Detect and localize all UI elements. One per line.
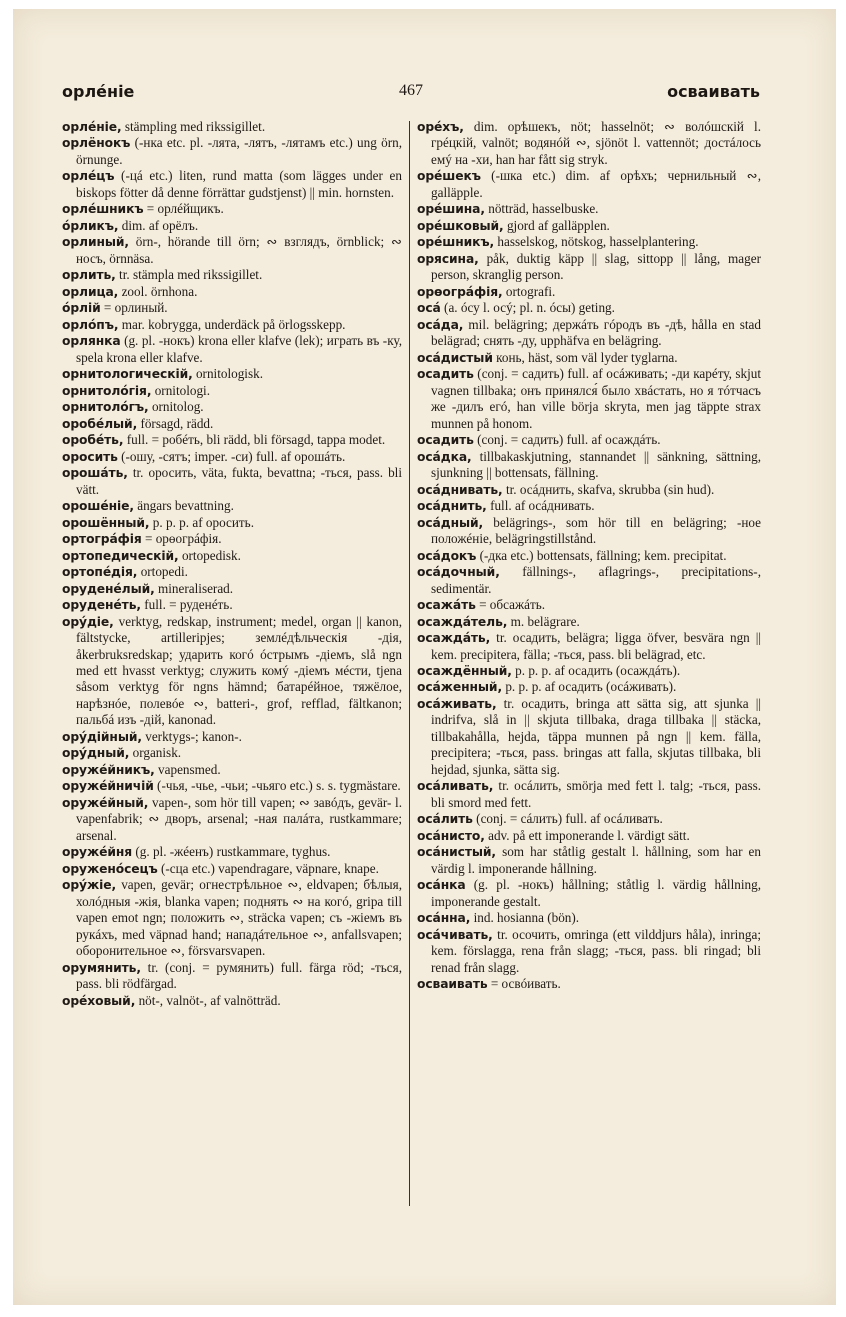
- entry-headword: оружéйничій: [62, 779, 154, 794]
- dictionary-entry: [62, 498, 402, 514]
- dictionary-entry: [62, 531, 402, 547]
- dictionary-entry: [417, 432, 761, 448]
- entry-definition: vapen, gevär; огнестрѣльное ∾, eldvapen; бѣлыя, холóдныя -жія, blanka vapen; поднять ∾ на когó, gripa till vapen emot ngn; положить ∾, sträcka vapen; съ -жіемъ въ рукáхъ, med väpnad hand; нападáтельное ∾, anfallsvapen; оборонительное ∾, försvarsvapen.: [76, 877, 402, 959]
- entry-headword: осаждáтель,: [417, 614, 508, 629]
- entry-headword: осадить: [417, 433, 474, 448]
- dictionary-entry: [417, 515, 761, 548]
- dictionary-entry: [62, 416, 402, 432]
- entry-definition: tr. осáднить, skafva, skrubba (sin hud).: [505, 481, 715, 497]
- dictionary-entry: [417, 119, 761, 168]
- entry-headword: орлóпъ,: [62, 317, 119, 332]
- dictionary-entry: [417, 597, 761, 613]
- dictionary-entry: [417, 284, 761, 300]
- dictionary-entry: [62, 333, 402, 366]
- entry-definition: tr. осáлить, smörja med fett l. talg; -ться, pass. bli smord med fett.: [431, 778, 761, 810]
- dictionary-entry: [62, 614, 402, 729]
- entry-definition: p. p. p. af оросить.: [152, 514, 254, 530]
- entry-headword: осá: [417, 301, 441, 316]
- entry-definition: p. p. p. af осадить (осаждáть).: [515, 662, 681, 678]
- entry-headword: орýдный,: [62, 746, 130, 761]
- entry-headword: осáда,: [417, 317, 464, 332]
- dictionary-entry: [62, 861, 402, 877]
- dictionary-entry: [62, 745, 402, 761]
- entry-headword: орлéніе,: [62, 120, 122, 134]
- dictionary-entry: [417, 811, 761, 827]
- entry-definition: = обсажáть.: [479, 597, 546, 613]
- dictionary-entry: [62, 877, 402, 959]
- dictionary-entry: [417, 218, 761, 234]
- entry-definition: = освóивать.: [490, 976, 561, 992]
- entry-headword: осáнистый,: [417, 845, 496, 860]
- entry-definition: vapen-, som hör till vapen; ∾ завóдъ, gevär- l. vapenfabrik; ∾ дворъ, arsenal; -ная палáта, rustkammare; arsenal.: [76, 794, 403, 843]
- entry-headword: орéховый,: [62, 993, 136, 1008]
- entry-definition: full. = робéть, bli rädd, bli försagd, tappa modet.: [126, 432, 386, 448]
- entry-definition: hasselskog, nötskog, hasselplantering.: [497, 234, 699, 250]
- entry-headword: орлéшникъ: [62, 202, 144, 217]
- entry-headword: оружéйникъ,: [62, 762, 155, 777]
- entry-definition: ortopedisk.: [181, 547, 241, 563]
- dictionary-entry: [417, 877, 761, 910]
- entry-definition: (-сца etc.) vapendragare, väpnare, knape.: [160, 860, 379, 876]
- entry-headword: орлянка: [62, 334, 121, 349]
- dictionary-entry: [417, 498, 761, 514]
- dictionary-entry: [417, 844, 761, 877]
- entry-headword: оруженóсецъ: [62, 861, 158, 876]
- entry-definition: örn-, hörande till örn; ∾ взглядъ, örnblick; ∾ носъ, örnnäsa.: [76, 234, 403, 266]
- entry-headword: орумянить,: [62, 960, 141, 975]
- dictionary-entry: [62, 432, 402, 448]
- dictionary-entry: [62, 844, 402, 860]
- entry-headword: осáднивать,: [417, 482, 503, 497]
- dictionary-entry: [62, 168, 402, 201]
- dictionary-entry: [417, 828, 761, 844]
- entry-definition: ortopedi.: [140, 564, 188, 580]
- entry-headword: орéшникъ,: [417, 235, 495, 250]
- entry-headword: орясина,: [417, 251, 479, 266]
- entry-definition: ornitologi.: [154, 382, 211, 398]
- entry-definition: nöt-, valnöt-, af valnötträd.: [138, 992, 281, 1008]
- dictionary-entry: [417, 564, 761, 597]
- entry-headword: орлить,: [62, 268, 116, 283]
- entry-headword: оружéйный,: [62, 795, 149, 810]
- entry-headword: осáднить,: [417, 499, 487, 514]
- dictionary-entry: [62, 960, 402, 993]
- entry-definition: adv. på ett imponerande l. värdigt sätt.: [488, 827, 690, 843]
- dictionary-entry: [62, 564, 402, 580]
- entry-definition: tillbakaskjutning, stannandet || sänkning, sättning, sjunkning || bottensats, fällning.: [431, 448, 761, 481]
- entry-definition: = орлиный.: [103, 300, 168, 316]
- dictionary-entry: [62, 201, 402, 217]
- entry-headword: орéшина,: [417, 202, 485, 217]
- page-header: [62, 82, 760, 108]
- entry-headword: ортопедическій,: [62, 548, 179, 563]
- entry-definition: dim. орѣшекъ, nöt; hasselnöt; ∾ волóшскій l. грéцкій, valnöt; водянóй ∾, sjönöt l. vattennöt; достáлось емý на -хи, han har fått sig stryk.: [431, 119, 761, 167]
- entry-headword: осваивать: [417, 977, 488, 992]
- dictionary-entry: [62, 300, 402, 316]
- entry-headword: осáдочный,: [417, 565, 500, 580]
- entry-headword: ортопéдія,: [62, 565, 138, 580]
- dictionary-entry: [417, 251, 761, 284]
- entry-headword: осáдка,: [417, 449, 472, 464]
- dictionary-entry: [417, 201, 761, 217]
- entry-definition: m. belägrare.: [510, 613, 580, 629]
- dictionary-entry: [417, 778, 761, 811]
- entry-definition: fällnings-, aflagrings-, precipitations-, sedimentär.: [431, 564, 761, 596]
- dictionary-entry: [62, 317, 402, 333]
- entry-definition: = орөогрáфія.: [144, 531, 222, 547]
- entry-headword: осáнка: [417, 878, 466, 893]
- entry-definition: p. p. p. af осадить (осáживать).: [505, 679, 677, 695]
- entry-headword: орошéніе,: [62, 499, 134, 514]
- entry-headword: орошённый,: [62, 515, 150, 530]
- dictionary-entry: [62, 267, 402, 283]
- entry-headword: оруденéлый,: [62, 581, 155, 596]
- dictionary-entry: [62, 465, 402, 498]
- entry-headword: óрликъ,: [62, 218, 119, 233]
- entry-headword: орнитолóгія,: [62, 383, 152, 398]
- dictionary-entry: [417, 300, 761, 316]
- dictionary-entry: [417, 910, 761, 926]
- entry-definition: gjord af galläpplen.: [506, 217, 610, 233]
- entry-headword: оробéть,: [62, 433, 124, 448]
- entry-headword: осáнна,: [417, 911, 471, 926]
- entry-definition: nötträd, hasselbuske.: [488, 201, 599, 217]
- entry-headword: орéшекъ: [417, 169, 481, 184]
- dictionary-entry: [62, 119, 402, 135]
- entry-definition: (a. óсу l. осý; pl. n. óсы) geting.: [444, 300, 615, 316]
- entry-definition: (conj. = садить) full. af осаждáть.: [477, 432, 661, 448]
- entry-definition: (-цá etc.) liten, rund matta (som lägges under en biskops fötter då denne förrättar gudstjenst) || min. hornsten.: [76, 168, 402, 200]
- entry-definition: verktyg, redskap, instrument; medel, organ || kanon, fältstycke, artilleripjes; землéдѣльческія -дія, åkerbruksredskap; ударить когó óстрымъ -діемъ, slå ngn med ett hvasst verktyg; служить комý -діемъ мéсти, tjena såsom verktyg för ngns hämnd; батарéйное, тяжёлое, нарѣзнóе, полевóе ∾, batteri-, grof, refflad, fältkanon; пальбá изъ -дій, kanonad.: [76, 613, 403, 728]
- dictionary-entry: [62, 383, 402, 399]
- dictionary-entry: [62, 778, 402, 794]
- dictionary-entry: [62, 597, 402, 613]
- entry-headword: орлица,: [62, 284, 119, 299]
- entry-headword: óрлій: [62, 301, 101, 316]
- dictionary-entry: [417, 630, 761, 663]
- entry-headword: орýдійный,: [62, 729, 142, 744]
- entry-definition: verktygs-; kanon-.: [145, 728, 242, 744]
- dictionary-entry: [62, 762, 402, 778]
- entry-headword: орнитологическій,: [62, 367, 193, 382]
- page-number: 467: [399, 82, 423, 99]
- entry-definition: (-нка etc. pl. -лята, -лятъ, -лятамъ etc.) ung örn, örnunge.: [76, 135, 402, 167]
- dictionary-entry: [417, 614, 761, 630]
- entry-definition: full. af осáднивать.: [490, 498, 595, 514]
- dictionary-entry: [417, 482, 761, 498]
- entry-headword: орýдіе,: [62, 614, 114, 629]
- entry-definition: belägrings-, som hör till en belägring; -ное положéніе, belägringstillstånd.: [431, 514, 762, 547]
- entry-definition: ortografi.: [505, 283, 556, 299]
- header-left-guideword: орлéніе: [62, 82, 135, 101]
- entry-definition: tr. осадить, belägra; ligga öfver, besvära ngn || kem. precipitera, fälla; -ться, pass. bli belägrad, etc.: [431, 630, 762, 662]
- entry-definition: dim. af орёлъ.: [121, 217, 199, 233]
- entry-headword: осáдистый: [417, 350, 493, 365]
- dictionary-entry: [417, 317, 761, 350]
- entry-definition: (-чья, -чье, -чьи; -чьяго etc.) s. s. tygmästare.: [157, 778, 401, 794]
- dictionary-entry: [62, 993, 402, 1009]
- entry-headword: осáженный,: [417, 680, 503, 695]
- entry-headword: осáживать,: [417, 696, 497, 711]
- dictionary-entry: [62, 399, 402, 415]
- entry-headword: осаждáть,: [417, 631, 491, 646]
- entry-definition: tr. stämpla med rikssigillet.: [119, 267, 263, 283]
- dictionary-entry: [417, 366, 761, 432]
- entry-definition: (conj. = сáлить) full. af осáливать.: [476, 811, 663, 827]
- entry-definition: vapensmed.: [158, 761, 221, 777]
- entry-definition: (g. pl. -нокъ) krona eller klafve (lek); играть въ -ку, spela krona eller klafve.: [76, 333, 402, 365]
- entry-headword: орөогрáфія,: [417, 284, 503, 299]
- entry-definition: mil. belägring; держáть гóродъ въ -дѣ, hålla en stad belägrad; снять -ду, upphäfva en belägring.: [431, 316, 762, 349]
- entry-definition: tr. (conj. = румянить) full. färga röd; -ться, pass. bli rödfärgad.: [76, 959, 403, 992]
- entry-definition: full. = руденéть.: [144, 597, 233, 613]
- entry-definition: tr. осочить, omringa (ett vilddjurs håla), inringa; kem. förslagga, rena från slagg; -ться, pass. bli ringad; bli renad från slagg.: [431, 926, 762, 975]
- dictionary-entry: [62, 234, 402, 267]
- dictionary-entry: [62, 135, 402, 168]
- entry-definition: (g. pl. -нокъ) hållning; ståtlig l. värdig hållning, imponerande gestalt.: [431, 877, 761, 909]
- entry-definition: (g. pl. -жéенъ) rustkammare, tyghus.: [135, 844, 331, 860]
- entry-headword: орéшковый,: [417, 218, 504, 233]
- entry-definition: stämpling med rikssigillet.: [124, 119, 266, 134]
- dictionary-entry: [417, 696, 761, 778]
- entry-definition: zool. örnhona.: [121, 283, 198, 299]
- dictionary-entry: [417, 449, 761, 482]
- entry-definition: (conj. = садить) full. af осáживать; -ди карéту, skjut vagnen tillbaka; онъ принялся́ было хвáстать, но я тóтчасъ же -дилъ егó, han ville börja skryta, men jag täppte strax munnen på honom.: [431, 366, 762, 431]
- entry-headword: оруденéть,: [62, 598, 141, 613]
- entry-headword: ортогрáфія: [62, 532, 142, 547]
- entry-definition: som har ståtlig gestalt l. hållning, som har en värdig l. imponerande hållning.: [431, 844, 761, 876]
- right-column: [417, 119, 761, 993]
- entry-definition: ängars bevattning.: [137, 498, 234, 514]
- entry-headword: осáдокъ: [417, 548, 477, 563]
- dictionary-entry: [417, 679, 761, 695]
- entry-definition: försagd, rädd.: [140, 415, 214, 431]
- dictionary-entry: [62, 729, 402, 745]
- entry-headword: орлéцъ: [62, 169, 115, 184]
- entry-headword: осаждённый,: [417, 663, 512, 678]
- dictionary-entry: [417, 927, 761, 976]
- entry-definition: tr. осадить, bringa att sätta sig, att sjunka || indrifva, slå in || skjuta tillbaka, draga tillbaka || stäcka, tillbakahålla, hejda, täppa munnen på ngn || kem. fälla, precipitera; -ться, pass. bringas att falla, skjutas tillbaka, bli hejdad, sjunka, sätta sig.: [431, 695, 762, 777]
- dictionary-entry: [62, 795, 402, 844]
- entry-definition: påk, duktig käpp || slag, sittopp || lång, mager person, skranglig person.: [431, 250, 762, 283]
- entry-definition: mar. kobrygga, underdäck på örlogsskepp.: [121, 316, 346, 332]
- entry-headword: осадить: [417, 367, 474, 382]
- entry-definition: tr. оросить, väta, fukta, bevattna; -ться, pass. bli vätt.: [76, 465, 402, 497]
- dictionary-entry: [62, 515, 402, 531]
- entry-headword: орéхъ,: [417, 120, 464, 134]
- entry-definition: ind. hosianna (bön).: [473, 910, 580, 926]
- dictionary-entry: [417, 548, 761, 564]
- entry-headword: орлиный,: [62, 235, 129, 250]
- entry-headword: орýжіе,: [62, 878, 117, 893]
- entry-definition: конь, häst, som väl lyder tyglarna.: [496, 349, 678, 365]
- entry-headword: оробéлый,: [62, 416, 138, 431]
- dictionary-entry: [417, 663, 761, 679]
- dictionary-entry: [62, 548, 402, 564]
- dictionary-entry: [417, 350, 761, 366]
- entry-definition: = орлéйщикъ.: [146, 201, 224, 217]
- entry-definition: mineraliserad.: [158, 580, 234, 596]
- entry-headword: оросить: [62, 449, 118, 464]
- entry-definition: ornitologisk.: [195, 366, 263, 382]
- entry-definition: (-шка etc.) dim. af орѣхъ; чернильный ∾, galläpple.: [431, 168, 761, 200]
- entry-definition: (-дка etc.) bottensats, fällning; kem. precipitat.: [479, 547, 727, 563]
- entry-headword: осáлить: [417, 812, 473, 827]
- entry-headword: осáчивать,: [417, 927, 493, 942]
- dictionary-entry: [62, 284, 402, 300]
- dictionary-entry: [417, 168, 761, 201]
- entry-headword: осáливать,: [417, 779, 494, 794]
- dictionary-entry: [62, 449, 402, 465]
- entry-headword: орнитолóгъ,: [62, 400, 149, 415]
- column-divider: [409, 121, 410, 1206]
- entry-definition: organisk.: [132, 745, 182, 761]
- dictionary-entry: [62, 581, 402, 597]
- entry-definition: ornitolog.: [151, 399, 204, 415]
- entry-headword: осáнисто,: [417, 828, 485, 843]
- left-column: [62, 119, 402, 1009]
- entry-headword: орошáть,: [62, 466, 128, 481]
- dictionary-entry: [62, 366, 402, 382]
- header-right-guideword: осваивать: [667, 82, 760, 101]
- entry-headword: осажáть: [417, 598, 476, 613]
- dictionary-entry: [417, 976, 761, 992]
- entry-headword: оружéйня: [62, 845, 133, 860]
- entry-definition: (-ошу, -сятъ; imper. -си) full. af орошáть.: [121, 448, 346, 464]
- dictionary-entry: [62, 218, 402, 234]
- entry-headword: осáдный,: [417, 515, 484, 530]
- dictionary-entry: [417, 234, 761, 250]
- entry-headword: орлёнокъ: [62, 136, 131, 151]
